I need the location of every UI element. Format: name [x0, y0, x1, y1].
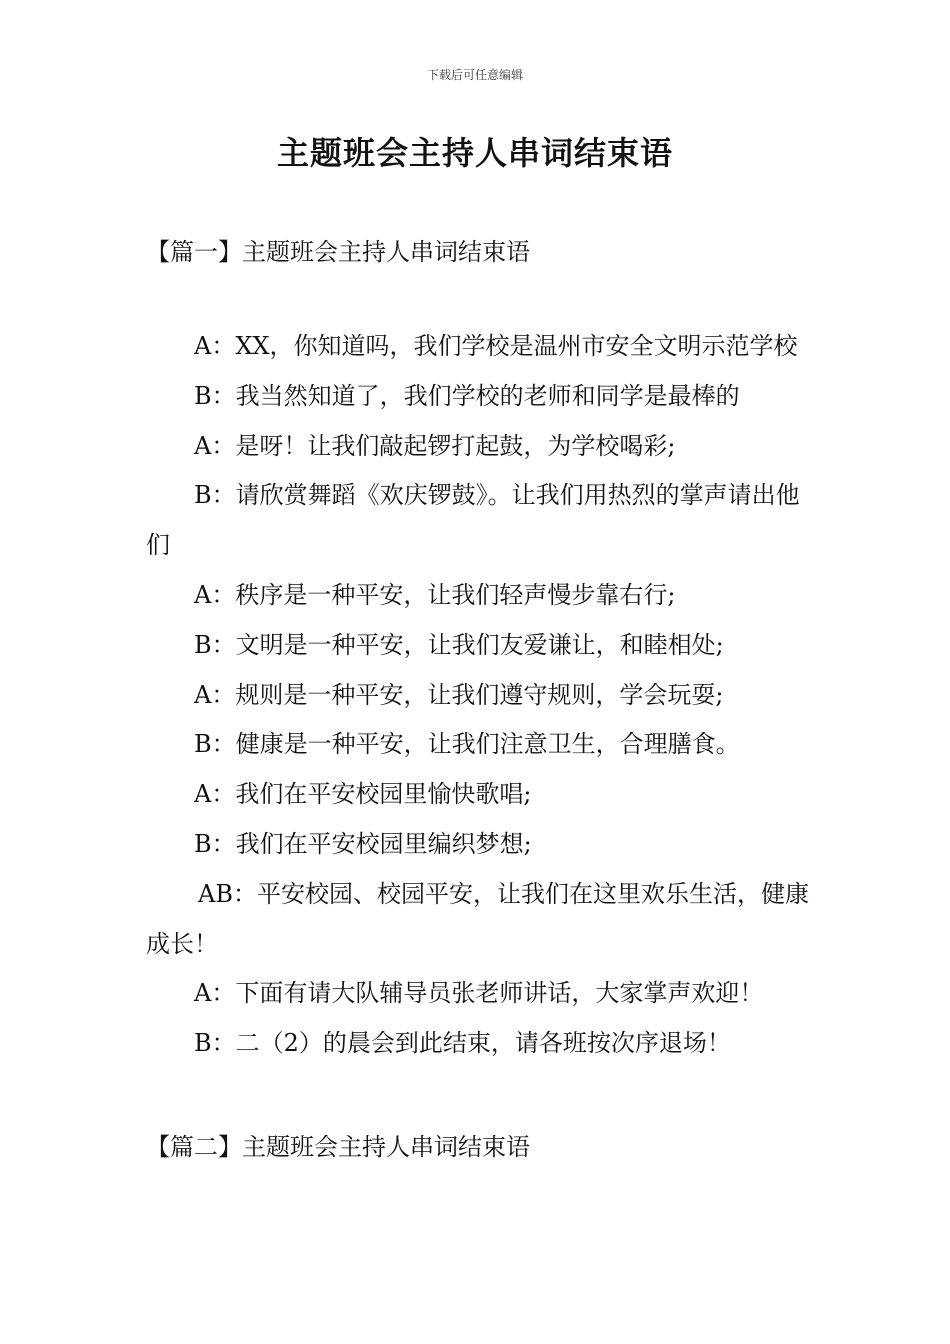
header-note: 下载后可任意编辑	[426, 68, 523, 82]
dialogue-line: B：健康是一种平安，让我们注意卫生，合理膳食。	[194, 730, 740, 759]
dialogue-line: A：规则是一种平安，让我们遵守规则，学会玩耍;	[194, 680, 724, 709]
section-heading-1: 【篇一】主题班会主持人串词结束语	[146, 238, 530, 266]
dialogue-body	[146, 322, 811, 1069]
dialogue-line: A：是呀！让我们敲起锣打起鼓，为学校喝彩;	[194, 431, 676, 460]
dialogue-line: B：二（2）的晨会到此结束，请各班按次序退场！	[194, 1029, 731, 1058]
dialogue-line: A：下面有请大队辅导员张老师讲话，大家掌声欢迎！	[194, 979, 764, 1008]
section-heading-2: 【篇二】主题班会主持人串词结束语	[146, 1133, 530, 1161]
dialogue-line: AB：平安校园、校园平安，让我们在这里欢乐生活，健康成长！	[146, 879, 809, 958]
dialogue-line: A：秩序是一种平安，让我们轻声慢步靠右行;	[194, 580, 676, 609]
dialogue-line: B：文明是一种平安，让我们友爱谦让，和睦相处;	[194, 630, 724, 659]
document-title: 主题班会主持人串词结束语	[276, 134, 673, 172]
dialogue-line: B：我们在平安校园里编织梦想;	[194, 829, 532, 858]
dialogue-line: A：XX，你知道吗，我们学校是温州市安全文明示范学校	[194, 332, 798, 360]
dialogue-line: A：我们在平安校园里愉快歌唱;	[194, 780, 532, 809]
dialogue-line: B：请欣赏舞蹈《欢庆锣鼓》。让我们用热烈的掌声请出他们	[146, 481, 800, 560]
dialogue-line: B：我当然知道了，我们学校的老师和同学是最棒的	[194, 381, 740, 410]
